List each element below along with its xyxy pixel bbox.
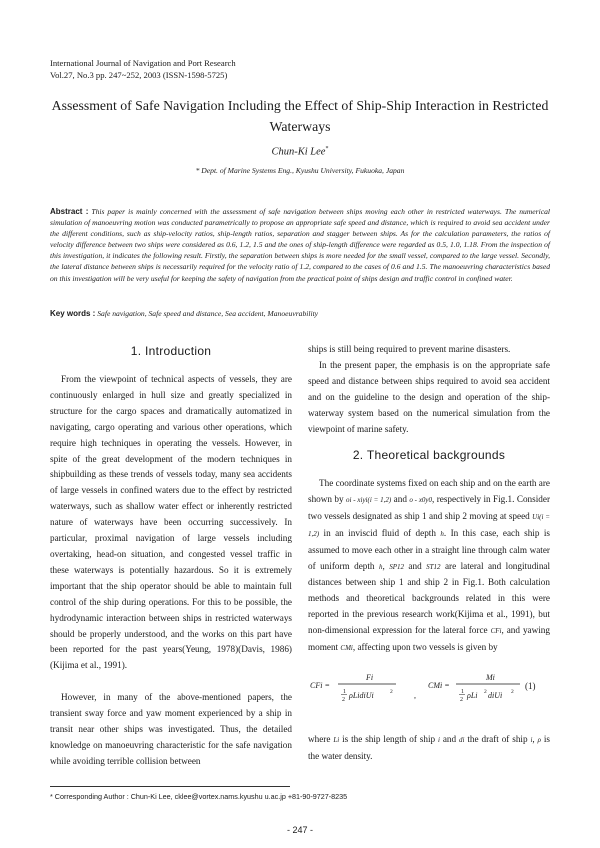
where-text-c: and	[442, 734, 457, 744]
intro-paragraph-1: From the viewpoint of technical aspects of vessels, they are continuously enlarged in hull size and greatly specialized in structure for the cargo spaces and dramatically automatized in navigating, cargo operating and various other operations, which require high techniques in operating the vessels. However, in spite of the great development of the modern techniques in shipbuilding as these trends of vessels today, many sea accidents of large vessels in confined waters due to the effect by restricted waterways, such as shallow water effect or inherently restricted nature of waterways have been occurring successively. In particular, proximal navigation of large vessels including overtaking, head-on situation, and congested vessel traffic in these waterways is potentially hazardous. So it is extremely important that the ship operator should be able to maintain full control of the ship during operations. For this to be possible, the hydrodynamic interaction between ships in restricted waterways should be properly understood, and the works on this part have been reported for the past years(Yeung, 1978)(Davis, 1986)(Kijima et al., 1991).	[50, 374, 292, 671]
theory-text-i: , affecting upon two vessels is given by	[352, 642, 498, 653]
eq-cfi-den-two: 2	[342, 697, 345, 703]
symbol-yawing-moment: CMi	[340, 644, 353, 653]
symbol-lateral-distance: SP12	[389, 562, 404, 571]
symbol-draft: di	[459, 736, 465, 744]
theory-text-and: and	[393, 493, 407, 504]
theory-text-a: The coordinate systems fixed on each ship and on the earth are shown by	[308, 478, 550, 504]
where-text-e: ,	[532, 734, 535, 744]
affiliation: * Dept. of Marine Systems Eng., Kyushu University, Fukuoka, Japan	[195, 166, 405, 175]
eq-cfi-squared: 2	[390, 689, 393, 695]
theory-text-f: and	[408, 560, 422, 571]
where-text-b: is the ship length of ship	[342, 734, 436, 744]
keywords-label: Key words :	[50, 309, 96, 318]
eq-cmi-numerator: Mi	[486, 673, 495, 682]
author-line	[0, 146, 600, 158]
theory-text-c: in an inviscid fluid of depth	[323, 527, 436, 538]
eq-cfi-den-body: ρLidiUi	[349, 691, 374, 700]
eq-cfi-numerator: Fi	[366, 673, 374, 682]
author-name: Chun-Ki Lee	[271, 146, 326, 158]
eq-cmi-den-two: 2	[460, 697, 463, 703]
page-number: - 247 -	[286, 825, 313, 835]
abstract	[50, 206, 550, 284]
author-mark: *	[325, 146, 329, 152]
theory-text-e: ,	[382, 560, 385, 571]
eq-cfi-lhs: CFi =	[310, 681, 330, 690]
symbol-ship-coords: oi - xiyi(i = 1,2)	[345, 495, 392, 504]
equation-number: (1)	[525, 681, 536, 691]
symbol-longitudinal-distance: ST12	[426, 562, 441, 571]
journal-volume: Vol.27, No.3 pp. 247~252, 2003 (ISSN-1598-5725)	[50, 69, 228, 80]
symbol-index-2: i	[530, 736, 533, 744]
theory-text-g: are lateral and longitudinal distances between ship 1 and ship 2 in Fig.1. Both calculation methods and theoretical backgrounds related in this were reported in the previous research work(Kijima et al., 1991), but non-dimensional expression for the lateral force	[308, 560, 551, 636]
paper-title: Assessment of Safe Navigation Including the Effect of Ship-Ship Interaction in Restricted Waterways	[51, 98, 549, 134]
symbol-earth-coords: o - x0y0	[409, 495, 433, 504]
intro-paragraph-2: However, in many of the above-mentioned papers, the transient sway force and yaw moment experienced by a ship in transit near other ships was investigated. Thus, the detailed knowledge on manoeuvring characteristic for the safe navigation while avoiding terrible collision between	[50, 692, 292, 766]
journal-header	[50, 58, 236, 81]
where-text-f: is the water density.	[308, 734, 550, 761]
right-paragraph-1: In the present paper, the emphasis is on the appropriate safe speed and distance between ships required to avoid sea accident and on the guideline to the design and operation of the ship-waterway system based on the numerical simulation from the viewpoint of marine safety.	[308, 360, 550, 434]
footnote-divider	[50, 786, 290, 787]
where-paragraph	[308, 732, 550, 765]
eq-cmi-den-body: ρLi	[467, 691, 478, 700]
where-text-a: where	[308, 734, 331, 744]
eq-cmi-squared-2: 2	[511, 689, 514, 695]
journal-name: International Journal of Navigation and Port Research	[50, 58, 236, 68]
eq-cmi-lhs: CMi =	[428, 681, 450, 690]
theory-paragraph	[308, 476, 550, 657]
symbol-speed: Ui(i = 1,2)	[308, 512, 550, 538]
symbol-index: i	[438, 736, 440, 744]
keywords	[50, 309, 550, 318]
symbol-depth: h	[440, 529, 444, 538]
corresponding-author-footnote: * Corresponding Author : Chun-Ki Lee, cklee@vortex.nams.kyushu u.ac.jp +81-90-9727-8235	[50, 792, 348, 801]
abstract-text: This paper is mainly concerned with the assessment of safe navigation between ships moving each other in restricted waterways. The numerical simulation of manoeuvring motion was conducted parametrically to propose an appropriate safe speed and distance, which is required to avoid sea accident under the different conditions, such as ship-velocity ratios, ship-length ratios, separation and stagger between ships. As for the calculation parameters, the ratios of velocity difference between two ships were considered as 0.6, 1.2, 1.5 and the ones of ship-length difference were regarded as 0.5, 1.0, 1.18. From the inspection of this investigation, it indicates the following result. Firstly, the separation between ships is more needed for the small vessel, compared to the large vessel. Secondly, the lateral distance between ships is necessarily required for the velocity ratio of 1.2, compared to the cases of 0.6 and 1.5. The manoeuvring characteristics based on this investigation will be very useful for keeping the safety of navigation from the practical point of ships design and traffic control in confined water.	[50, 207, 550, 283]
eq-cmi-squared-1: 2	[484, 689, 487, 695]
abstract-label: Abstract :	[50, 207, 89, 216]
eq-cmi-den-one: 1	[461, 689, 464, 695]
theory-text-b: , respectively in Fig.1. Consider two vessels designated as ship 1 and ship 2 moving at speed	[308, 493, 551, 521]
theory-heading: 2. Theoretical backgrounds	[352, 448, 506, 462]
eq-cfi-den-one: 1	[343, 689, 346, 695]
theory-text-h: , and yawing moment	[308, 625, 550, 653]
symbol-ship-length: Li	[333, 736, 340, 744]
eq-comma: ,	[414, 691, 416, 700]
right-paragraph-0: ships is still being required to prevent marine disasters.	[308, 344, 511, 354]
symbol-lateral-force: CFi	[490, 627, 502, 636]
symbol-density: ρ	[537, 736, 541, 744]
equation-1	[308, 660, 550, 708]
eq-cmi-den-tail: diUi	[488, 691, 503, 700]
theory-text-d: . In this case, each ship is assumed to move each other in a straight line through calm water of uniform depth	[308, 527, 551, 571]
keywords-text: Safe navigation, Safe speed and distance, Sea accident, Manoeuvrability	[97, 309, 319, 318]
symbol-depth-2: h	[378, 562, 383, 571]
intro-heading: 1. Introduction	[130, 344, 212, 358]
where-text-d: the draft of ship	[467, 734, 528, 744]
